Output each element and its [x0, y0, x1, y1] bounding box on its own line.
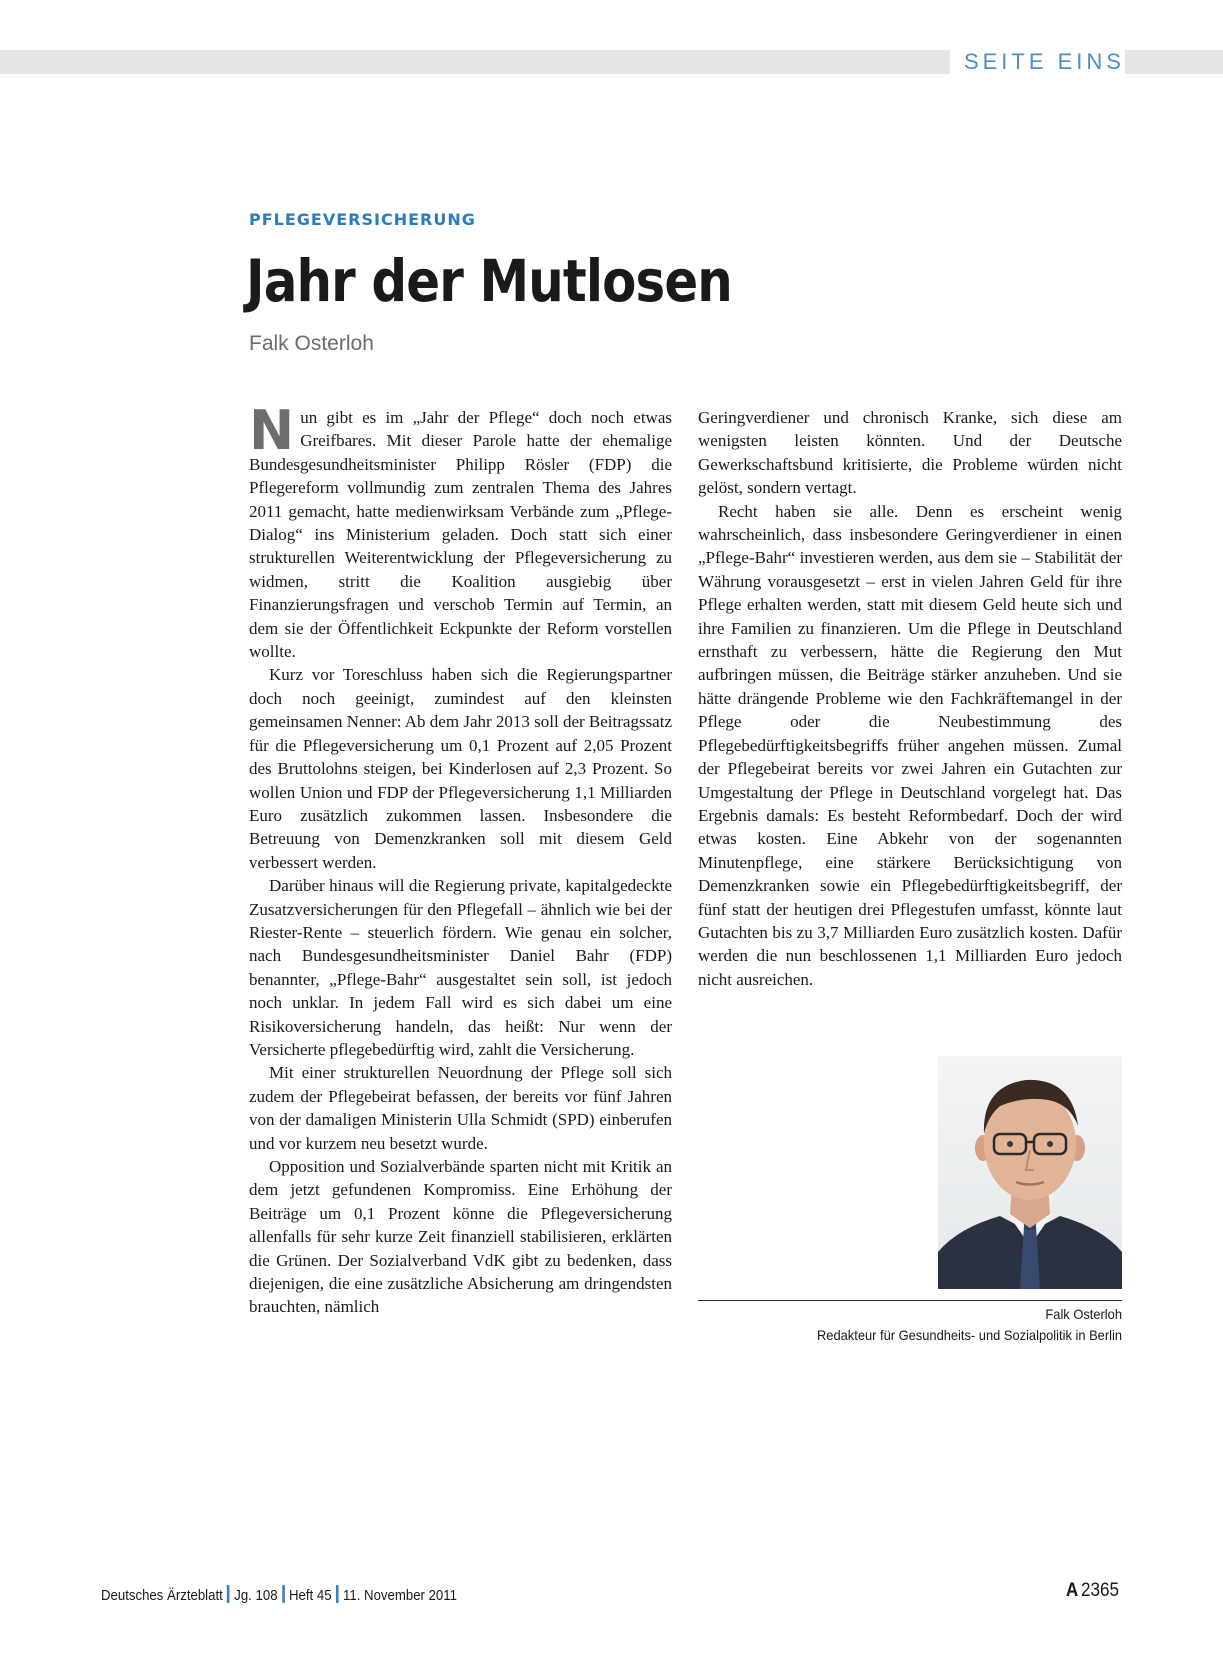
- article-title: Jahr der Mutlosen: [246, 247, 732, 315]
- paragraph-1-text: un gibt es im „Jahr der Pflege“ doch noch etwas Greifbares. Mit dieser Parole hatte der ehemalige Bundesgesundheitsminister Philipp Rösler (FDP) die Pflegereform vollmundig zum zentralen Thema des Jahres 2011 gemacht, hatte medienwirksam Verbände zum „Pflege-Dialog“ ins Ministerium geladen. Doch statt sich einer strukturellen Weiterentwicklung der Pflegeversicherung zu widmen, stritt die Koalition ausgiebig über Finanzierungsfragen und verschob Termin auf Termin, an dem sie der Öffentlichkeit Eckpunkte der Reform vorstellen wollte.: [249, 408, 672, 662]
- page-number-value: 2365: [1080, 1580, 1119, 1601]
- caption-divider: [698, 1300, 1122, 1301]
- author-photo: [938, 1056, 1122, 1289]
- footer-issue: Heft 45: [288, 1587, 332, 1604]
- article-paragraph-5: Opposition und Sozialverbände sparten nicht mit Kritik an dem jetzt gefundenen Kompromiss. Eine Erhöhung der Beiträge um 0,1 Prozent könne die Pflegeversicherung allenfalls für sehr kurze Zeit finanziell stabilisieren, erklärten die Grünen. Der Sozialverband VdK gibt zu bedenken, dass diejenigen, die eine zusätzliche Absicherung am dringendsten brauchten, nämlich: [249, 1157, 672, 1317]
- article-paragraph-6: Recht haben sie alle. Denn es erscheint wenig wahrscheinlich, dass insbesondere Geringverdiener in einen „Pflege-Bahr“ investieren werden, aus dem sie – Stabilität der Währung vorausgesetzt – erst in vielen Jahren Geld für ihre Pflege erhalten werden, statt mit diesem Geld heute sich und ihre Familien zu finanzieren. Um die Pflege in Deutschland ernsthaft zu verbessern, hätte die Regierung den Mut aufbringen müssen, die Beiträge stärker anzuheben. Und sie hätte drängende Probleme wie den Fachkräftemangel in der Pflege oder die Neubestimmung des Pflegebedürftigkeitsbegriffs früher angehen müssen. Zumal der Pflegebeirat bereits vor zwei Jahren ein Gutachten zur Umgestaltung der Pflege in Deutschland vorgelegt hat. Das Ergebnis damals: Es besteht Reformbedarf. Doch der wird etwas kosten. Eine Abkehr von der sogenannten Minutenpflege, eine stärkere Berücksichtigung von Demenzkranken sowie ein Pflegebedürftigkeitsbegriff, der fünf statt der heutigen drei Pflegestufen umfasst, könnte laut Gutachten bis zu 3,7 Milliarden Euro zusätzlich kosten. Dafür werden die nun beschlossenen 1,1 Milliarden Euro jedoch nicht ausreichen.: [698, 501, 1122, 989]
- article-author: Falk Osterloh: [249, 332, 374, 355]
- article-paragraph-3: Darüber hinaus will die Regierung private, kapitalgedeckte Zusatzversicherungen für den Pflegefall – ähnlich wie bei der Riester-Rente – steuerlich fördern. Wie genau ein solcher, nach Bundesgesundheitsminister Daniel Bahr (FDP) benannter, „Pflege-Bahr“ ausgestaltet sein soll, ist jedoch noch unklar. In jedem Fall wird es sich dabei um eine Risikoversicherung handeln, das heißt: Nur wenn der Versicherte pflegebedürftig wird, zahlt die Versicherung.: [249, 876, 672, 1059]
- article-paragraph-2: Kurz vor Toreschluss haben sich die Regierungspartner doch noch geeinigt, zumindest auf den kleinsten gemeinsamen Nenner: Ab dem Jahr 2013 soll der Beitragssatz für die Pflegeversicherung um 0,1 Prozent auf 2,05 Prozent des Bruttolohns steigen, bei Kinderlosen auf 2,3 Prozent. So wollen Union und FDP der Pflegeversicherung 1,1 Milliarden Euro zusätzlich zukommen lassen. Insbesondere die Betreuung von Demenzkranken soll mit diesem Geld verbessert werden.: [249, 665, 672, 872]
- photo-caption-name: Falk Osterloh: [1045, 1306, 1122, 1322]
- photo-caption-role: Redakteur für Gesundheits- und Sozialpolitik in Berlin: [817, 1327, 1122, 1343]
- article-paragraph-5-continued: Geringverdiener und chronisch Kranke, sich diese am wenigsten leisten könnten. Und der Deutsche Gewerkschaftsbund kritisierte, die Probleme würden nicht gelöst, sondern vertagt.: [698, 408, 1122, 498]
- article-paragraph-4: Mit einer strukturellen Neuordnung der Pflege soll sich zudem der Pflegebeirat befassen, der bereits vor fünf Jahren von der damaligen Ministerin Ulla Schmidt (SPD) einberufen und vor kurzem neu besetzt wurde.: [249, 1063, 672, 1153]
- author-portrait-illustration: [938, 1056, 1122, 1289]
- article-column-right: [698, 406, 1122, 991]
- footer-volume: Jg. 108: [234, 1587, 278, 1604]
- page-footer: [101, 1585, 457, 1604]
- footer-separator: [282, 1585, 285, 1603]
- footer-separator: [336, 1585, 339, 1603]
- page-number: [1066, 1580, 1119, 1602]
- footer-date: 11. November 2011: [343, 1587, 457, 1604]
- footer-publication: Deutsches Ärzteblatt: [101, 1587, 223, 1604]
- article-kicker: PFLEGEVERSICHERUNG: [249, 210, 476, 229]
- drop-cap: N: [249, 399, 295, 462]
- footer-separator: [227, 1585, 230, 1603]
- article-paragraph-1: [249, 399, 672, 663]
- section-label: SEITE EINS: [950, 47, 1125, 77]
- article-column-left: [249, 399, 672, 1319]
- page-number-prefix: A: [1065, 1580, 1079, 1601]
